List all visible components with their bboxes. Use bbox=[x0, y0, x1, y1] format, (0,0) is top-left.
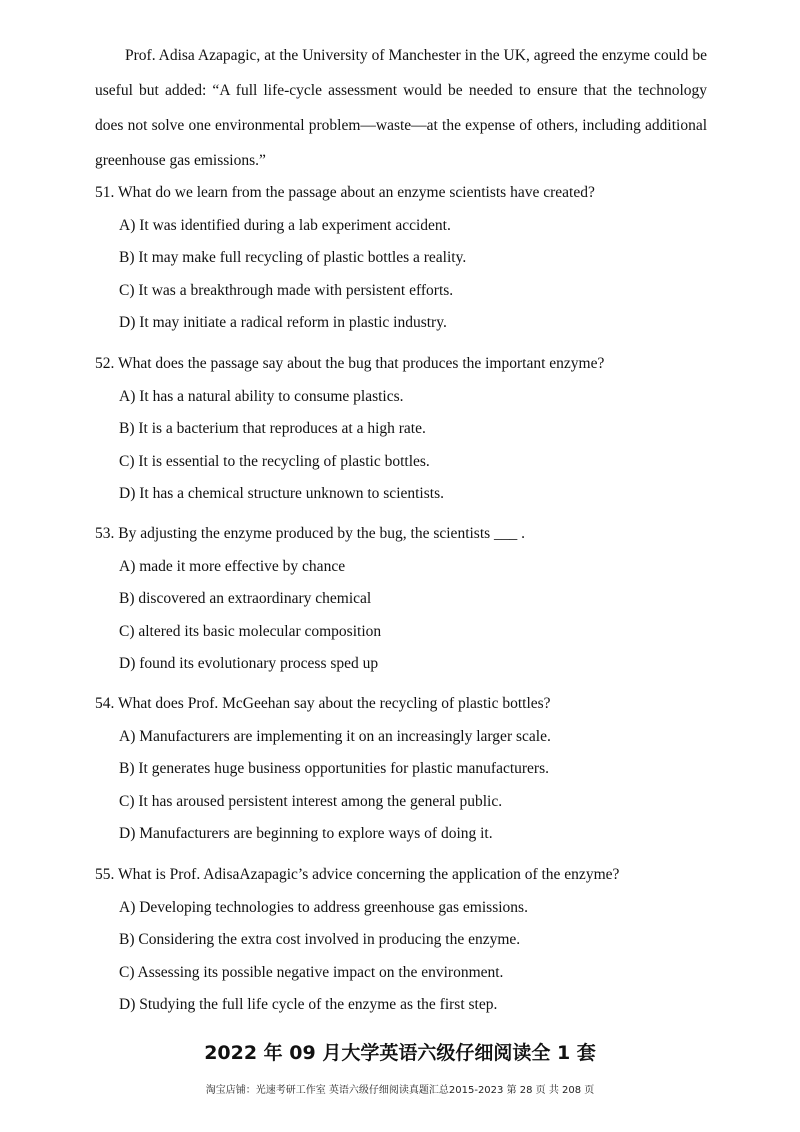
option-d: D) It may initiate a radical reform in plastic industry. bbox=[119, 314, 447, 331]
option-d: D) It has a chemical structure unknown to scientists. bbox=[119, 485, 444, 502]
option-c: C) It has aroused persistent interest among the general public. bbox=[119, 792, 503, 810]
option-a: A) It was identified during a lab experiment accident. bbox=[119, 216, 451, 234]
option-c: C) It was a breakthrough made with persistent efforts. bbox=[119, 281, 454, 299]
question-stem: 52. What does the passage say about the bug that produces the important enzyme? bbox=[95, 355, 605, 372]
option-a: A) made it more effective by chance bbox=[119, 557, 346, 575]
option-a: A) It has a natural ability to consume plastics. bbox=[119, 387, 404, 405]
section-title: 2022 年 09 月大学英语六级仔细阅读全 1 套 bbox=[204, 1042, 596, 1064]
option-c: C) Assessing its possible negative impact on the environment. bbox=[119, 963, 504, 981]
option-c: C) It is essential to the recycling of plastic bottles. bbox=[119, 452, 430, 470]
question-stem: 53. By adjusting the enzyme produced by the bug, the scientists ___ . bbox=[95, 525, 526, 542]
question-54 bbox=[95, 694, 735, 844]
option-b: B) It generates huge business opportunities for plastic manufacturers. bbox=[119, 760, 550, 777]
question-52 bbox=[95, 354, 735, 504]
option-a: A) Manufacturers are implementing it on an increasingly larger scale. bbox=[119, 727, 551, 745]
option-b: B) It may make full recycling of plastic bottles a reality. bbox=[119, 249, 467, 266]
option-a: A) Developing technologies to address greenhouse gas emissions. bbox=[119, 898, 528, 916]
option-d: D) Studying the full life cycle of the enzyme as the first step. bbox=[119, 996, 498, 1013]
question-53 bbox=[95, 524, 735, 674]
option-d: D) Manufacturers are beginning to explore ways of doing it. bbox=[119, 825, 493, 842]
option-b: B) Considering the extra cost involved in producing the enzyme. bbox=[119, 931, 521, 948]
option-b: B) It is a bacterium that reproduces at a high rate. bbox=[119, 420, 426, 437]
question-stem: 55. What is Prof. AdisaAzapagic’s advice concerning the application of the enzyme? bbox=[95, 866, 620, 883]
option-b: B) discovered an extraordinary chemical bbox=[119, 590, 372, 607]
option-d: D) found its evolutionary process sped up bbox=[119, 655, 379, 672]
page-footer: 淘宝店铺：光速考研工作室 英语六级仔细阅读真题汇总2015-2023 第 28 页 共 208 页 bbox=[205, 1085, 595, 1096]
question-stem: 54. What does Prof. McGeehan say about the recycling of plastic bottles? bbox=[95, 695, 551, 712]
question-51 bbox=[95, 183, 735, 333]
question-55 bbox=[95, 865, 735, 1015]
question-stem: 51. What do we learn from the passage about an enzyme scientists have created? bbox=[95, 184, 595, 201]
option-c: C) altered its basic molecular composition bbox=[119, 622, 382, 640]
intro-paragraph: Prof. Adisa Azapagic, at the University of Manchester in the UK, agreed the enzyme could be useful but added: “A full life-cycle assessment would be needed to ensure that the technology does not solve one environmental problem—waste—at the expense of others, including additional greenhouse gas emissions.” bbox=[95, 47, 707, 169]
